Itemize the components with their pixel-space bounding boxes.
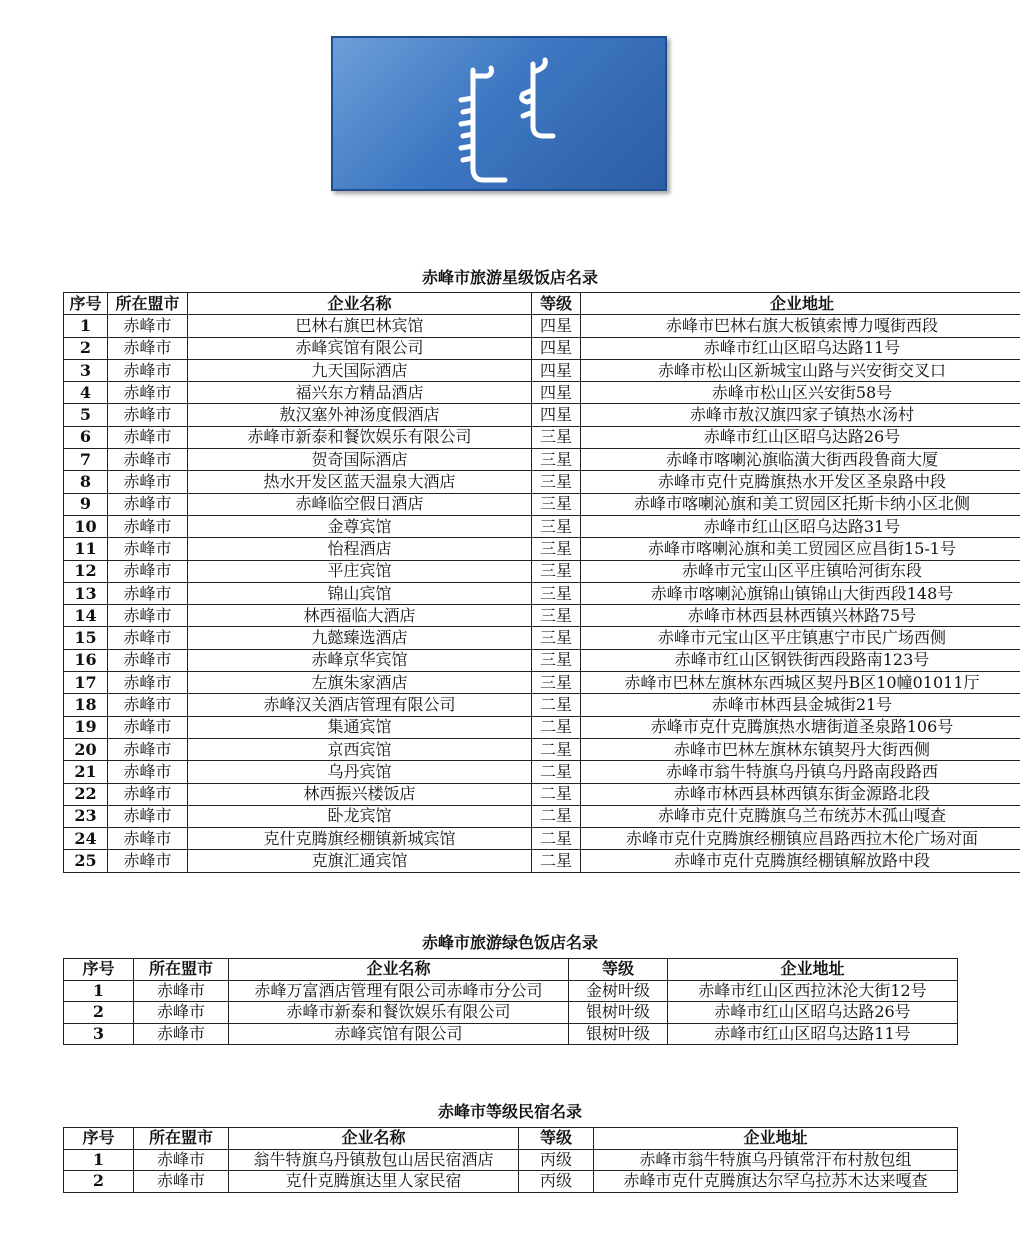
cell-name: 克什克腾旗达里人家民宿: [229, 1171, 519, 1193]
table-row: [64, 493, 1020, 515]
star-hotels-title: 赤峰市旅游星级饭店名录: [421, 268, 598, 287]
header-level: 等级: [519, 1128, 594, 1150]
cell-address: 赤峰市克什克腾旗乌兰布统苏木孤山嘎查: [581, 805, 1020, 827]
header-name: 企业名称: [229, 959, 569, 981]
cell-address: 赤峰市克什克腾旗热水开发区圣泉路中段: [581, 471, 1020, 493]
table-row: [64, 805, 1020, 827]
cell-name: 林西福临大酒店: [188, 605, 532, 627]
table-row: [64, 426, 1020, 448]
cell-address: 赤峰市敖汉旗四家子镇热水汤村: [581, 404, 1020, 426]
table-row: [64, 449, 1020, 471]
cell-level: 二星: [532, 850, 581, 872]
header-index: 序号: [64, 1128, 134, 1150]
cell-index: 12: [64, 560, 108, 582]
cell-name: 怡程酒店: [188, 538, 532, 560]
star-hotels-table: [63, 292, 1020, 873]
cell-level: 三星: [532, 449, 581, 471]
cell-address: 赤峰市喀喇沁旗锦山镇锦山大街西段148号: [581, 582, 1020, 604]
cell-level: 四星: [532, 382, 581, 404]
cell-name: 九天国际酒店: [188, 359, 532, 381]
cell-level: 三星: [532, 538, 581, 560]
cell-city: 赤峰市: [108, 426, 188, 448]
table-row: [64, 980, 958, 1002]
cell-index: 17: [64, 672, 108, 694]
cell-city: 赤峰市: [108, 805, 188, 827]
cell-level: 丙级: [519, 1171, 594, 1193]
cell-address: 赤峰市林西县林西镇东街金源路北段: [581, 783, 1020, 805]
cell-name: 赤峰京华宾馆: [188, 649, 532, 671]
cell-level: 三星: [532, 515, 581, 537]
cell-name: 卧龙宾馆: [188, 805, 532, 827]
table-row: [64, 337, 1020, 359]
homestays-title: 赤峰市等级民宿名录: [437, 1102, 582, 1121]
table-row: [64, 404, 1020, 426]
cell-city: 赤峰市: [108, 582, 188, 604]
cell-city: 赤峰市: [108, 605, 188, 627]
cell-level: 二星: [532, 716, 581, 738]
table-header-row: [64, 293, 1020, 315]
cell-index: 25: [64, 850, 108, 872]
table-row: [64, 359, 1020, 381]
cell-name: 赤峰宾馆有限公司: [229, 1023, 569, 1045]
table-row: [64, 672, 1020, 694]
cell-address: 赤峰市红山区昭乌达路11号: [581, 337, 1020, 359]
cell-index: 19: [64, 716, 108, 738]
table-row: [64, 761, 1020, 783]
table-header-row: [64, 1128, 958, 1150]
cell-level: 三星: [532, 426, 581, 448]
cell-address: 赤峰市林西县金城街21号: [581, 694, 1020, 716]
mongolian-script-logo-icon: [333, 38, 669, 193]
cell-city: 赤峰市: [134, 980, 229, 1002]
cell-index: 2: [64, 1002, 134, 1024]
table-row: [64, 605, 1020, 627]
table-row: [64, 560, 1020, 582]
green-hotels-table: [63, 958, 958, 1045]
header-name: 企业名称: [188, 293, 532, 315]
cell-name: 赤峰万富酒店管理有限公司赤峰市分公司: [229, 980, 569, 1002]
cell-level: 二星: [532, 805, 581, 827]
cell-index: 11: [64, 538, 108, 560]
cell-address: 赤峰市翁牛特旗乌丹镇乌丹路南段路西: [581, 761, 1020, 783]
cell-index: 14: [64, 605, 108, 627]
table-row: [64, 315, 1020, 337]
table-row: [64, 1149, 958, 1171]
cell-city: 赤峰市: [108, 828, 188, 850]
cell-city: 赤峰市: [108, 694, 188, 716]
cell-name: 克旗汇通宾馆: [188, 850, 532, 872]
cell-name: 乌丹宾馆: [188, 761, 532, 783]
cell-address: 赤峰市翁牛特旗乌丹镇常汗布村敖包组: [594, 1149, 958, 1171]
cell-name: 赤峰市新泰和餐饮娱乐有限公司: [229, 1002, 569, 1024]
cell-index: 1: [64, 1149, 134, 1171]
cell-name: 林西振兴楼饭店: [188, 783, 532, 805]
header-index: 序号: [64, 959, 134, 981]
cell-address: 赤峰市克什克腾旗热水塘街道圣泉路106号: [581, 716, 1020, 738]
cell-city: 赤峰市: [108, 716, 188, 738]
cell-level: 三星: [532, 493, 581, 515]
cell-index: 20: [64, 738, 108, 760]
cell-name: 左旗朱家酒店: [188, 672, 532, 694]
green-hotels-title: 赤峰市旅游绿色饭店名录: [421, 933, 598, 952]
table-row: [64, 582, 1020, 604]
table-row: [64, 471, 1020, 493]
cell-name: 金尊宾馆: [188, 515, 532, 537]
cell-city: 赤峰市: [108, 783, 188, 805]
cell-address: 赤峰市巴林左旗林东西城区契丹B区10幢01011厅: [581, 672, 1020, 694]
cell-name: 锦山宾馆: [188, 582, 532, 604]
table-header-row: [64, 959, 958, 981]
cell-address: 赤峰市喀喇沁旗临潢大街西段鲁商大厦: [581, 449, 1020, 471]
cell-name: 平庄宾馆: [188, 560, 532, 582]
table-row: [64, 1023, 958, 1045]
header-address: 企业地址: [594, 1128, 958, 1150]
cell-name: 克什克腾旗经棚镇新城宾馆: [188, 828, 532, 850]
cell-address: 赤峰市红山区昭乌达路26号: [581, 426, 1020, 448]
table-row: [64, 850, 1020, 872]
cell-name: 赤峰临空假日酒店: [188, 493, 532, 515]
table-row: [64, 649, 1020, 671]
cell-address: 赤峰市林西县林西镇兴林路75号: [581, 605, 1020, 627]
cell-index: 22: [64, 783, 108, 805]
cell-index: 16: [64, 649, 108, 671]
cell-index: 2: [64, 337, 108, 359]
cell-index: 1: [64, 315, 108, 337]
cell-city: 赤峰市: [108, 337, 188, 359]
cell-city: 赤峰市: [134, 1002, 229, 1024]
cell-index: 7: [64, 449, 108, 471]
cell-level: 银树叶级: [569, 1023, 668, 1045]
cell-level: 金树叶级: [569, 980, 668, 1002]
cell-name: 赤峰宾馆有限公司: [188, 337, 532, 359]
table-row: [64, 382, 1020, 404]
cell-index: 23: [64, 805, 108, 827]
table-row: [64, 738, 1020, 760]
table-row: [64, 627, 1020, 649]
cell-level: 三星: [532, 672, 581, 694]
cell-index: 3: [64, 359, 108, 381]
cell-level: 二星: [532, 738, 581, 760]
homestays-table: [63, 1127, 958, 1193]
cell-address: 赤峰市红山区昭乌达路31号: [581, 515, 1020, 537]
cell-level: 丙级: [519, 1149, 594, 1171]
cell-name: 集通宾馆: [188, 716, 532, 738]
table-row: [64, 828, 1020, 850]
cell-name: 京西宾馆: [188, 738, 532, 760]
table-row: [64, 515, 1020, 537]
header-level: 等级: [532, 293, 581, 315]
cell-city: 赤峰市: [134, 1171, 229, 1193]
cell-address: 赤峰市红山区钢铁街西段路南123号: [581, 649, 1020, 671]
cell-name: 翁牛特旗乌丹镇敖包山居民宿酒店: [229, 1149, 519, 1171]
cell-level: 银树叶级: [569, 1002, 668, 1024]
cell-city: 赤峰市: [108, 649, 188, 671]
cell-level: 四星: [532, 359, 581, 381]
cell-index: 5: [64, 404, 108, 426]
cell-address: 赤峰市巴林左旗林东镇契丹大街西侧: [581, 738, 1020, 760]
cell-city: 赤峰市: [134, 1023, 229, 1045]
cell-name: 巴林右旗巴林宾馆: [188, 315, 532, 337]
cell-city: 赤峰市: [108, 493, 188, 515]
cell-level: 三星: [532, 649, 581, 671]
table-row: [64, 1002, 958, 1024]
cell-level: 三星: [532, 582, 581, 604]
header-address: 企业地址: [581, 293, 1020, 315]
cell-level: 二星: [532, 783, 581, 805]
cell-index: 6: [64, 426, 108, 448]
cell-name: 热水开发区蓝天温泉大酒店: [188, 471, 532, 493]
cell-index: 21: [64, 761, 108, 783]
cell-level: 三星: [532, 471, 581, 493]
cell-level: 三星: [532, 605, 581, 627]
cell-city: 赤峰市: [108, 761, 188, 783]
cell-address: 赤峰市红山区西拉沐沦大街12号: [668, 980, 958, 1002]
cell-level: 二星: [532, 828, 581, 850]
cell-name: 福兴东方精品酒店: [188, 382, 532, 404]
cell-city: 赤峰市: [108, 672, 188, 694]
cell-index: 1: [64, 980, 134, 1002]
cell-name: 赤峰汉关酒店管理有限公司: [188, 694, 532, 716]
header-name: 企业名称: [229, 1128, 519, 1150]
cell-city: 赤峰市: [108, 471, 188, 493]
header-city: 所在盟市: [108, 293, 188, 315]
cell-address: 赤峰市元宝山区平庄镇惠宁市民广场西侧: [581, 627, 1020, 649]
cell-address: 赤峰市松山区新城宝山路与兴安街交叉口: [581, 359, 1020, 381]
cell-level: 二星: [532, 761, 581, 783]
cell-city: 赤峰市: [108, 850, 188, 872]
cell-name: 敖汉塞外神汤度假酒店: [188, 404, 532, 426]
cell-address: 赤峰市巴林右旗大板镇索博力嘎街西段: [581, 315, 1020, 337]
cell-index: 24: [64, 828, 108, 850]
cell-index: 2: [64, 1171, 134, 1193]
cell-address: 赤峰市克什克腾旗达尔罕乌拉苏木达来嘎查: [594, 1171, 958, 1193]
table-row: [64, 716, 1020, 738]
table-row: [64, 694, 1020, 716]
table-row: [64, 538, 1020, 560]
cell-address: 赤峰市红山区昭乌达路26号: [668, 1002, 958, 1024]
cell-level: 四星: [532, 337, 581, 359]
cell-index: 9: [64, 493, 108, 515]
cell-address: 赤峰市元宝山区平庄镇哈河街东段: [581, 560, 1020, 582]
cell-index: 4: [64, 382, 108, 404]
cell-level: 三星: [532, 560, 581, 582]
cell-index: 18: [64, 694, 108, 716]
header-level: 等级: [569, 959, 668, 981]
logo-banner: [331, 36, 667, 191]
cell-name: 九懿臻选酒店: [188, 627, 532, 649]
cell-address: 赤峰市松山区兴安街58号: [581, 382, 1020, 404]
cell-index: 13: [64, 582, 108, 604]
cell-level: 四星: [532, 404, 581, 426]
header-index: 序号: [64, 293, 108, 315]
cell-address: 赤峰市红山区昭乌达路11号: [668, 1023, 958, 1045]
table-row: [64, 1171, 958, 1193]
cell-address: 赤峰市克什克腾旗经棚镇应昌路西拉木伦广场对面: [581, 828, 1020, 850]
cell-index: 3: [64, 1023, 134, 1045]
cell-address: 赤峰市喀喇沁旗和美工贸园区托斯卡纳小区北侧: [581, 493, 1020, 515]
cell-index: 10: [64, 515, 108, 537]
cell-level: 四星: [532, 315, 581, 337]
header-address: 企业地址: [668, 959, 958, 981]
cell-address: 赤峰市克什克腾旗经棚镇解放路中段: [581, 850, 1020, 872]
header-city: 所在盟市: [134, 1128, 229, 1150]
cell-level: 二星: [532, 694, 581, 716]
cell-city: 赤峰市: [108, 382, 188, 404]
cell-city: 赤峰市: [108, 538, 188, 560]
cell-city: 赤峰市: [134, 1149, 229, 1171]
table-row: [64, 783, 1020, 805]
cell-city: 赤峰市: [108, 315, 188, 337]
cell-index: 8: [64, 471, 108, 493]
cell-city: 赤峰市: [108, 627, 188, 649]
cell-city: 赤峰市: [108, 738, 188, 760]
cell-city: 赤峰市: [108, 359, 188, 381]
cell-city: 赤峰市: [108, 404, 188, 426]
cell-city: 赤峰市: [108, 449, 188, 471]
cell-city: 赤峰市: [108, 560, 188, 582]
cell-name: 贺奇国际酒店: [188, 449, 532, 471]
cell-level: 三星: [532, 627, 581, 649]
cell-city: 赤峰市: [108, 515, 188, 537]
header-city: 所在盟市: [134, 959, 229, 981]
cell-address: 赤峰市喀喇沁旗和美工贸园区应昌街15-1号: [581, 538, 1020, 560]
cell-index: 15: [64, 627, 108, 649]
cell-name: 赤峰市新泰和餐饮娱乐有限公司: [188, 426, 532, 448]
